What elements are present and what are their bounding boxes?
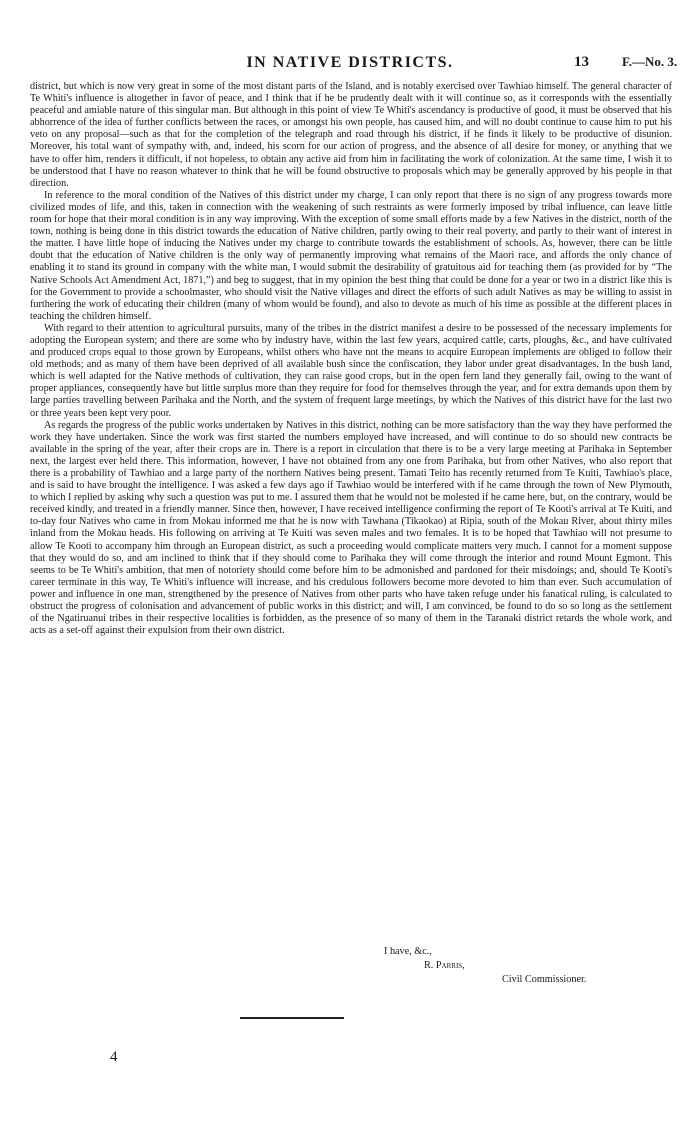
signer-name: R. Parris, xyxy=(424,960,465,971)
paragraph-agriculture: With regard to their attention to agricultural pursuits, many of the tribes in the district manifest a desire to be possessed of the necessary implements for adopting the European system; and there are some who by industry have, within the last few years, acquired cattle, carts, ploughs, &c., and have cultivated and produced crops equal to those grown by Europeans, whilst others who have not the means to acquire European implements are obliged to follow their old methods; and as many of them have been deprived of all available bush since the confiscation, they labor under great disadvantages. In the bush land, which is well adapted for the Native methods of cultivation, they can raise good crops, but in the open fern land they generally fail, owing to the want of proper appliances, consequently have but little surplus more than they require for food for themselves through the year, and for extra demands upon them by large parties travelling between Parihaka and the North, and the system of frequent large meetings, by which the Natives of this district have for the last two or three years been kept very poor. xyxy=(30,322,672,419)
running-title: IN NATIVE DISTRICTS. xyxy=(246,54,454,71)
paragraph-te-whiti-influence: district, but which is now very great in some of the most distant parts of the Island, and is notably exercised over Tawhiao himself. The general character of Te Whiti's influence is altogether in favor of peace, and I think that if he be prudently dealt with it will continue so, as it corresponds with the essentially peaceful and amiable nature of this singular man. But although in this point of view Te Whiti's ascendancy is productive of good, it must be observed that his abhorrence of the idea of further conflicts between the races, or amongst his own people, has caused him, and will no doubt continue to cause him to put his veto on any proposal—such as that for the completion of the telegraph and road through his district, if he finds it likely to be productive of disunion. Moreover, his total want of sympathy with, and, indeed, his scorn for our action of progress, and the absence of all desire for money, or anything that we have to offer him, renders it difficult, if not hopeless, to obtain any active aid from him in facilitating the work of colonization. At the same time, I wish it to be understood that I have no reason whatever to think that he will be found obstructive to proposals which may be generally approved by his people in that direction. xyxy=(30,81,672,189)
closing-line: I have, &c., xyxy=(384,946,432,957)
signer-title: Civil Commissioner. xyxy=(502,974,587,985)
document-reference: F.—No. 3. xyxy=(622,54,678,69)
report-body xyxy=(30,81,672,637)
paragraph-public-works: As regards the progress of the public works undertaken by Natives in this district, nothing can be more satisfactory than the way they have performed the work they have undertaken. Since the work was first started the numbers employed have increased, and will continue to do so should new contracts be available in the spring of the year, after their crops are in. There is a report in circulation that there is to be a very large meeting at Parihaka in September next, the largest ever held there. This information, however, I have not obtained from any one from Parihaka, but from other Natives, who also report that there is a probability of Tawhiao and a large party of the northern Natives being present. Tamati Teito has recently returned from Te Kuiti, Tawhiao's place, and is said to have brought the intelligence. I was asked a few days ago if Tawhiao would be interfered with if he came through the town of New Plymouth, to which I replied by asking why such a question was put to me. I assured them that he would not be molested if he came here, but, on the contrary, would be received kindly, and treated in a friendly manner. Since then, however, I have received intelligence confirming the report of Te Kooti's arrival at Te Kuiti, and to-day four Natives who came in from Mokau informed me that he is now with Tawhana (Tikaokao) at Ripia, south of the Mokau River, about thirty miles inland from the Mokau heads. His following on arriving at Te Kuiti was seven males and two females. It is to be hoped that Tawhiao will not presume to allow Te Kooti to accompany him through an European district, as such a proceeding would complicate matters very much. I cannot for a moment suppose that they would do so, and am inclined to think that if they should come to Parihaka they will come through the interior and round Mount Egmont. This seems to be Te Whiti's ambition, that men of notoriety should come before him to be admonished and pardoned for their misdoings; and, should Te Kooti's career terminate in this way, Te Whiti's influence will increase, and his credulous followers become more devoted to him than ever. Such accumulation of power and influence in one man, strengthened by the presence of Natives from other parts who have taken refuge under his fanatical ruling, is calculated to obstruct the progress of colonisation and advancement of public works in this district; and will, I am convinced, be found to do so so long as the settlement of the Ngatiruanui tribes in their respective localities is forbidden, as the presence of so many of them in the Taranaki district retards the whole work, and acts as a set-off against their expulsion from their own district. xyxy=(30,419,672,637)
page-number: 13 xyxy=(574,54,589,70)
paragraph-moral-condition: In reference to the moral condition of the Natives of this district under my charge, I can only report that there is no sign of any progress towards more civilized modes of life, and this, taken in connection with the weakening of such restraints as were formerly imposed by tribal influence, can leave little room for hope that their moral condition is in any way improving. With the exception of some small efforts made by a few Natives in the district, north of the town, nothing is being done in this district towards the education of Native children, partly owing to their real poverty, and partly to their want of interest in the matter. I have little hope of inducing the Natives under my charge to contribute towards the establishment of schools. As, however, there can be little doubt that the education of Native children is the only way of permanently improving what remains of the Maori race, and affords the only chance of enabling it to stand its ground in company with the white man, I would submit the desirability of gratuitous aid for teaching them (as provided for by “The Native Schools Act Amendment Act, 1871,”) and beg to suggest, that in my opinion the best thing that could be done for a year or two in a district like this is for the Government to provide a schoolmaster, who should visit the Native villages and direct the efforts of such adult Natives as may be willing to assist in furthering the work of educating their children (many of whom would be found), and also to devote as much of his time as possible at the different places in teaching the children himself. xyxy=(30,189,672,322)
section-divider xyxy=(240,1017,344,1019)
printer-signature-mark: 4 xyxy=(110,1049,118,1065)
page-header xyxy=(0,54,700,76)
